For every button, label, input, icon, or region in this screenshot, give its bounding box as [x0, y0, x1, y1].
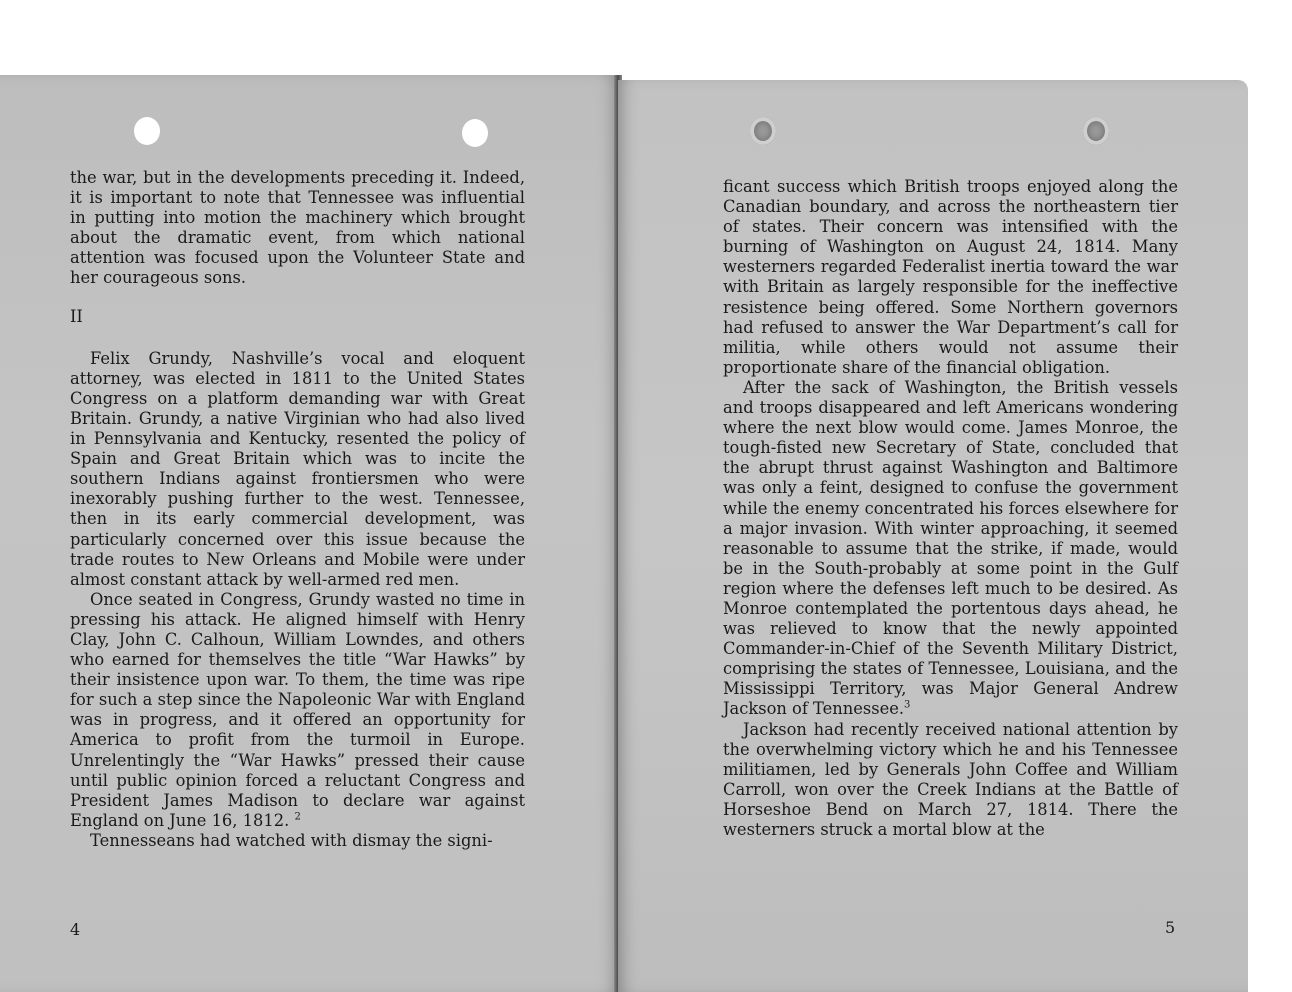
left-paragraph-3 — [70, 590, 525, 831]
left-paragraph-1: the war, but in the developments preceding it. Indeed, it is important to note that Tennessee was influential in putting into motion the machinery which brought about the dramatic event, from which national attention was focused upon the Volunteer State and her courageous sons. — [70, 168, 525, 288]
left-paragraph-3-text: Once seated in Congress, Grundy wasted no time in pressing his attack. He aligned himself with Henry Clay, John C. Calhoun, William Lowndes, and others who earned for themselves the title “War Hawks” by their insistence upon war. To them, the time was ripe for such a step since the Napoleonic War with England was in progress, and it offered an opportunity for America to profit from the turmoil in Europe. Unrelentingly the “War Hawks” pressed their cause until public opinion forced a reluctant Congress and President James Madison to declare war against England on June 16, 1812. — [70, 589, 525, 830]
binder-hole-left-2 — [462, 119, 488, 147]
right-paragraph-2 — [723, 378, 1178, 720]
right-page-text — [723, 177, 1178, 840]
section-number: II — [70, 306, 83, 326]
left-paragraph-2: Felix Grundy, Nashville’s vocal and eloquent attorney, was elected in 1811 to the United States Congress on a platform demanding war with Great Britain. Grundy, a native Virginian who had also lived in Pennsylvania and Kentucky, resented the policy of Spain and Great Britain which was to incite the southern Indians against frontiersmen who were inexorably pushing further to the west. Tennessee, then in its early commercial development, was particularly concerned over this issue because the trade routes to New Orleans and Mobile were under almost constant attack by well-armed red men. — [70, 348, 525, 589]
left-page — [0, 75, 618, 992]
left-page-text — [70, 168, 525, 851]
binder-hole-left-1 — [134, 117, 160, 145]
right-paragraph-1: ficant success which British troops enjoyed along the Canadian boundary, and across the northeastern tier of states. Their concern was intensified with the burning of Washington on August 24, 1814. Many westerners regarded Federalist inertia toward the war with Britain as largely responsible for the ineffective resistence being offered. Some Northern governors had refused to answer the War Department’s call for militia, while others would not assume their proportionate share of the financial obligation. — [723, 177, 1178, 377]
page-number-left: 4 — [70, 920, 81, 939]
right-page — [618, 80, 1248, 992]
right-paragraph-2-text: After the sack of Washington, the British vessels and troops disappeared and left Americans wondering where the next blow would come. James Monroe, the tough-fisted new Secretary of State, concluded that the abrupt thrust against Washington and Baltimore was only a feint, designed to confuse the government while the enemy concentrated his forces elsewhere for a major invasion. With winter approaching, it seemed reasonable to assume that the strike, if made, would be in the South-probably at some point in the Gulf region where the defenses left much to be desired. As Monroe contemplated the portentous days ahead, he was relieved to know that the newly appointed Commander-in-Chief of the Seventh Military District, comprising the states of Tennessee, Louisiana, and the Mississippi Territory, was Major General Andrew Jackson of Tennessee. — [723, 377, 1178, 719]
page-number-right: 5 — [1165, 918, 1176, 937]
footnote-marker-2: 2 — [294, 811, 301, 823]
binder-hole-right-1 — [750, 117, 776, 145]
right-paragraph-3: Jackson had recently received national attention by the overwhelming victory which he and his Tennessee militiamen, led by Generals John Coffee and William Carroll, won over the Creek Indians at the Battle of Horseshoe Bend on March 27, 1814. There the westerners struck a mortal blow at the — [723, 719, 1178, 839]
left-paragraph-4: Tennesseans had watched with dismay the signi- — [90, 830, 493, 850]
footnote-marker-3: 3 — [904, 700, 911, 712]
binder-hole-right-2 — [1083, 117, 1109, 145]
